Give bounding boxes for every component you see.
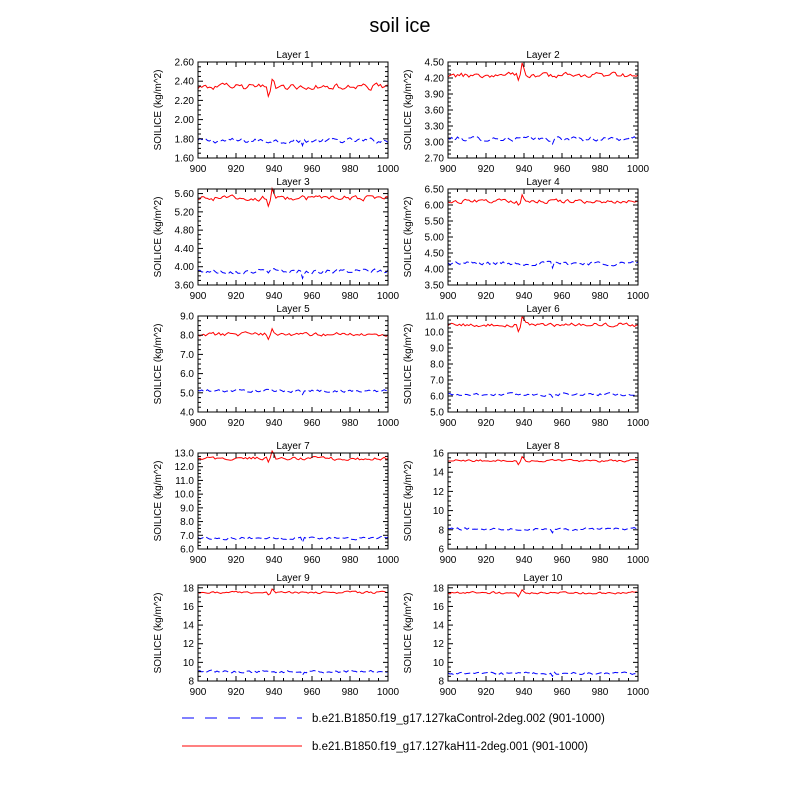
x-tick-label: 920 bbox=[477, 291, 495, 302]
y-tick-label: 2.00 bbox=[174, 115, 194, 127]
x-tick-label: 960 bbox=[303, 418, 321, 429]
y-tick-label: 8.0 bbox=[180, 517, 194, 529]
x-tick-label: 920 bbox=[227, 555, 245, 566]
panel-title: Layer 1 bbox=[276, 50, 310, 61]
y-tick-label: 3.30 bbox=[424, 121, 444, 133]
x-tick-label: 1000 bbox=[626, 164, 650, 175]
y-axis-label: SOILICE (kg/m^2) bbox=[403, 196, 414, 278]
y-axis-label: SOILICE (kg/m^2) bbox=[153, 323, 164, 405]
y-tick-label: 12.0 bbox=[174, 462, 194, 474]
y-tick-label: 10 bbox=[432, 506, 444, 518]
series-h11-line bbox=[448, 457, 638, 465]
series-h11-line bbox=[198, 329, 388, 340]
x-tick-label: 980 bbox=[341, 418, 359, 429]
legend-label: b.e21.B1850.f19_g17.127kaH11-2deg.001 (901-1000) bbox=[312, 741, 589, 753]
y-tick-label: 14 bbox=[432, 620, 444, 632]
y-tick-label: 9.0 bbox=[430, 343, 444, 355]
y-tick-label: 2.70 bbox=[424, 153, 444, 165]
y-tick-label: 9.0 bbox=[180, 503, 194, 515]
x-tick-label: 900 bbox=[439, 687, 457, 698]
x-tick-label: 900 bbox=[189, 555, 207, 566]
x-tick-label: 940 bbox=[515, 164, 533, 175]
x-tick-label: 940 bbox=[265, 687, 283, 698]
series-h11-line bbox=[198, 79, 388, 96]
panel-layer-6 bbox=[403, 304, 650, 429]
y-tick-label: 10 bbox=[182, 657, 194, 669]
x-tick-label: 980 bbox=[591, 687, 609, 698]
x-tick-label: 960 bbox=[553, 291, 571, 302]
panel-layer-4 bbox=[403, 177, 650, 302]
y-tick-label: 4.50 bbox=[424, 248, 444, 260]
y-axis-label: SOILICE (kg/m^2) bbox=[403, 460, 414, 542]
y-tick-label: 11.0 bbox=[425, 311, 444, 323]
y-tick-label: 6.0 bbox=[180, 369, 194, 381]
y-tick-label: 18 bbox=[432, 583, 444, 595]
panel-layer-5 bbox=[153, 304, 400, 429]
x-tick-label: 1000 bbox=[376, 555, 400, 566]
y-tick-label: 5.00 bbox=[424, 232, 444, 244]
y-tick-label: 5.60 bbox=[174, 189, 194, 201]
series-control-line bbox=[448, 672, 638, 676]
y-tick-label: 8 bbox=[438, 676, 444, 688]
y-tick-label: 4.40 bbox=[174, 243, 194, 255]
x-tick-label: 1000 bbox=[626, 418, 650, 429]
y-tick-label: 8.0 bbox=[430, 359, 444, 371]
y-tick-label: 12 bbox=[432, 639, 444, 651]
panel-layer-8 bbox=[403, 441, 650, 566]
y-tick-label: 4.50 bbox=[424, 57, 444, 69]
x-tick-label: 960 bbox=[553, 418, 571, 429]
y-tick-label: 1.60 bbox=[174, 153, 194, 165]
y-tick-label: 2.60 bbox=[174, 57, 194, 69]
legend-entry-h11 bbox=[182, 741, 588, 753]
y-tick-label: 14 bbox=[432, 467, 444, 479]
plot-frame bbox=[448, 585, 638, 681]
series-control-line bbox=[448, 136, 638, 144]
legend bbox=[182, 713, 605, 753]
y-tick-label: 4.00 bbox=[174, 262, 194, 274]
y-tick-label: 12 bbox=[182, 639, 194, 651]
legend-entry-control bbox=[182, 713, 605, 725]
y-tick-label: 16 bbox=[182, 601, 194, 613]
y-tick-label: 3.00 bbox=[424, 137, 444, 149]
x-tick-label: 940 bbox=[265, 418, 283, 429]
panel-title: Layer 8 bbox=[526, 441, 560, 452]
plot-frame bbox=[198, 62, 388, 158]
y-tick-label: 4.80 bbox=[174, 225, 194, 237]
x-tick-label: 980 bbox=[591, 164, 609, 175]
series-control-line bbox=[198, 269, 388, 279]
x-tick-label: 920 bbox=[227, 291, 245, 302]
y-axis-label: SOILICE (kg/m^2) bbox=[403, 323, 414, 405]
x-tick-label: 1000 bbox=[376, 418, 400, 429]
x-tick-label: 940 bbox=[515, 687, 533, 698]
plot-frame bbox=[198, 316, 388, 412]
series-control-line bbox=[198, 670, 388, 675]
y-tick-label: 18 bbox=[182, 583, 194, 595]
plot-frame bbox=[448, 189, 638, 285]
x-tick-label: 940 bbox=[265, 164, 283, 175]
main-title: soil ice bbox=[369, 15, 431, 37]
x-tick-label: 900 bbox=[189, 687, 207, 698]
x-tick-label: 960 bbox=[553, 687, 571, 698]
panel-title: Layer 4 bbox=[526, 177, 560, 188]
y-tick-label: 10.0 bbox=[174, 489, 194, 501]
x-tick-label: 900 bbox=[439, 164, 457, 175]
y-axis-label: SOILICE (kg/m^2) bbox=[153, 592, 164, 674]
plot-frame bbox=[198, 585, 388, 681]
y-axis-label: SOILICE (kg/m^2) bbox=[403, 69, 414, 151]
x-tick-label: 920 bbox=[227, 164, 245, 175]
panel-layer-7 bbox=[153, 441, 400, 566]
series-control-line bbox=[448, 528, 638, 533]
y-tick-label: 12 bbox=[432, 486, 444, 498]
x-tick-label: 980 bbox=[591, 418, 609, 429]
y-tick-label: 6 bbox=[438, 544, 444, 556]
panel-title: Layer 3 bbox=[276, 177, 310, 188]
y-tick-label: 8 bbox=[438, 525, 444, 537]
y-tick-label: 13.0 bbox=[174, 448, 194, 460]
panels bbox=[153, 50, 650, 698]
x-tick-label: 920 bbox=[477, 418, 495, 429]
x-tick-label: 940 bbox=[265, 555, 283, 566]
x-tick-label: 960 bbox=[303, 164, 321, 175]
y-tick-label: 6.0 bbox=[180, 544, 194, 556]
y-tick-label: 16 bbox=[432, 601, 444, 613]
y-tick-label: 5.20 bbox=[174, 207, 194, 219]
legend-label: b.e21.B1850.f19_g17.127kaControl-2deg.002 (901-1000) bbox=[312, 713, 605, 725]
y-axis-label: SOILICE (kg/m^2) bbox=[153, 69, 164, 151]
y-tick-label: 5.50 bbox=[424, 216, 444, 228]
y-tick-label: 7.0 bbox=[430, 375, 444, 387]
y-tick-label: 10.0 bbox=[424, 327, 444, 339]
series-h11-line bbox=[448, 195, 638, 205]
y-tick-label: 6.50 bbox=[424, 184, 444, 196]
x-tick-label: 960 bbox=[303, 555, 321, 566]
panel-layer-2 bbox=[403, 50, 650, 175]
y-tick-label: 3.90 bbox=[424, 89, 444, 101]
x-tick-label: 1000 bbox=[376, 164, 400, 175]
plot-frame bbox=[448, 453, 638, 549]
x-tick-label: 900 bbox=[439, 555, 457, 566]
x-tick-label: 920 bbox=[227, 418, 245, 429]
panel-title: Layer 7 bbox=[276, 441, 310, 452]
x-tick-label: 920 bbox=[477, 555, 495, 566]
y-tick-label: 3.50 bbox=[424, 280, 444, 292]
y-tick-label: 8.0 bbox=[180, 330, 194, 342]
y-tick-label: 10 bbox=[432, 657, 444, 669]
series-h11-line bbox=[448, 63, 638, 80]
y-tick-label: 7.0 bbox=[180, 530, 194, 542]
y-tick-label: 2.20 bbox=[174, 95, 194, 107]
panel-layer-3 bbox=[153, 177, 400, 302]
x-tick-label: 900 bbox=[189, 418, 207, 429]
y-tick-label: 5.0 bbox=[430, 407, 444, 419]
x-tick-label: 900 bbox=[189, 291, 207, 302]
x-tick-label: 900 bbox=[189, 164, 207, 175]
panel-title: Layer 6 bbox=[526, 304, 560, 315]
y-tick-label: 11.0 bbox=[175, 475, 194, 487]
x-tick-label: 940 bbox=[515, 418, 533, 429]
x-tick-label: 900 bbox=[439, 418, 457, 429]
series-control-line bbox=[448, 393, 638, 398]
y-tick-label: 4.0 bbox=[180, 407, 194, 419]
y-tick-label: 6.00 bbox=[424, 200, 444, 212]
y-tick-label: 5.0 bbox=[180, 388, 194, 400]
y-tick-label: 6.0 bbox=[430, 391, 444, 403]
panel-layer-10 bbox=[403, 573, 650, 698]
x-tick-label: 940 bbox=[515, 291, 533, 302]
x-tick-label: 940 bbox=[515, 555, 533, 566]
x-tick-label: 960 bbox=[303, 291, 321, 302]
panel-title: Layer 5 bbox=[276, 304, 310, 315]
x-tick-label: 980 bbox=[591, 555, 609, 566]
series-control-line bbox=[198, 138, 388, 146]
x-tick-label: 980 bbox=[341, 291, 359, 302]
x-tick-label: 1000 bbox=[376, 687, 400, 698]
y-tick-label: 4.20 bbox=[424, 73, 444, 85]
y-tick-label: 14 bbox=[182, 620, 194, 632]
series-control-line bbox=[198, 536, 388, 542]
x-tick-label: 1000 bbox=[626, 555, 650, 566]
y-tick-label: 8 bbox=[188, 676, 194, 688]
y-axis-label: SOILICE (kg/m^2) bbox=[153, 460, 164, 542]
y-axis-label: SOILICE (kg/m^2) bbox=[403, 592, 414, 674]
plot-frame bbox=[198, 453, 388, 549]
y-axis-label: SOILICE (kg/m^2) bbox=[153, 196, 164, 278]
x-tick-label: 960 bbox=[303, 687, 321, 698]
y-tick-label: 1.80 bbox=[174, 134, 194, 146]
x-tick-label: 1000 bbox=[376, 291, 400, 302]
plot-frame bbox=[448, 316, 638, 412]
panel-title: Layer 2 bbox=[526, 50, 560, 61]
y-tick-label: 4.00 bbox=[424, 264, 444, 276]
y-tick-label: 3.60 bbox=[174, 280, 194, 292]
series-control-line bbox=[448, 261, 638, 268]
y-tick-label: 7.0 bbox=[180, 349, 194, 361]
x-tick-label: 1000 bbox=[626, 291, 650, 302]
x-tick-label: 980 bbox=[341, 687, 359, 698]
x-tick-label: 900 bbox=[439, 291, 457, 302]
series-control-line bbox=[198, 389, 388, 394]
x-tick-label: 980 bbox=[341, 555, 359, 566]
x-tick-label: 1000 bbox=[626, 687, 650, 698]
x-tick-label: 940 bbox=[265, 291, 283, 302]
y-tick-label: 3.60 bbox=[424, 105, 444, 117]
panel-title: Layer 9 bbox=[276, 573, 310, 584]
y-tick-label: 2.40 bbox=[174, 76, 194, 88]
y-tick-label: 16 bbox=[432, 448, 444, 460]
series-h11-line bbox=[448, 590, 638, 597]
x-tick-label: 920 bbox=[477, 164, 495, 175]
x-tick-label: 980 bbox=[591, 291, 609, 302]
panel-title: Layer 10 bbox=[523, 573, 563, 584]
plot-frame bbox=[448, 62, 638, 158]
x-tick-label: 960 bbox=[553, 555, 571, 566]
y-tick-label: 9.0 bbox=[180, 311, 194, 323]
panel-layer-1 bbox=[153, 50, 400, 175]
x-tick-label: 920 bbox=[227, 687, 245, 698]
panel-layer-9 bbox=[153, 573, 400, 698]
x-tick-label: 960 bbox=[553, 164, 571, 175]
series-h11-line bbox=[198, 589, 388, 595]
x-tick-label: 920 bbox=[477, 687, 495, 698]
x-tick-label: 980 bbox=[341, 164, 359, 175]
